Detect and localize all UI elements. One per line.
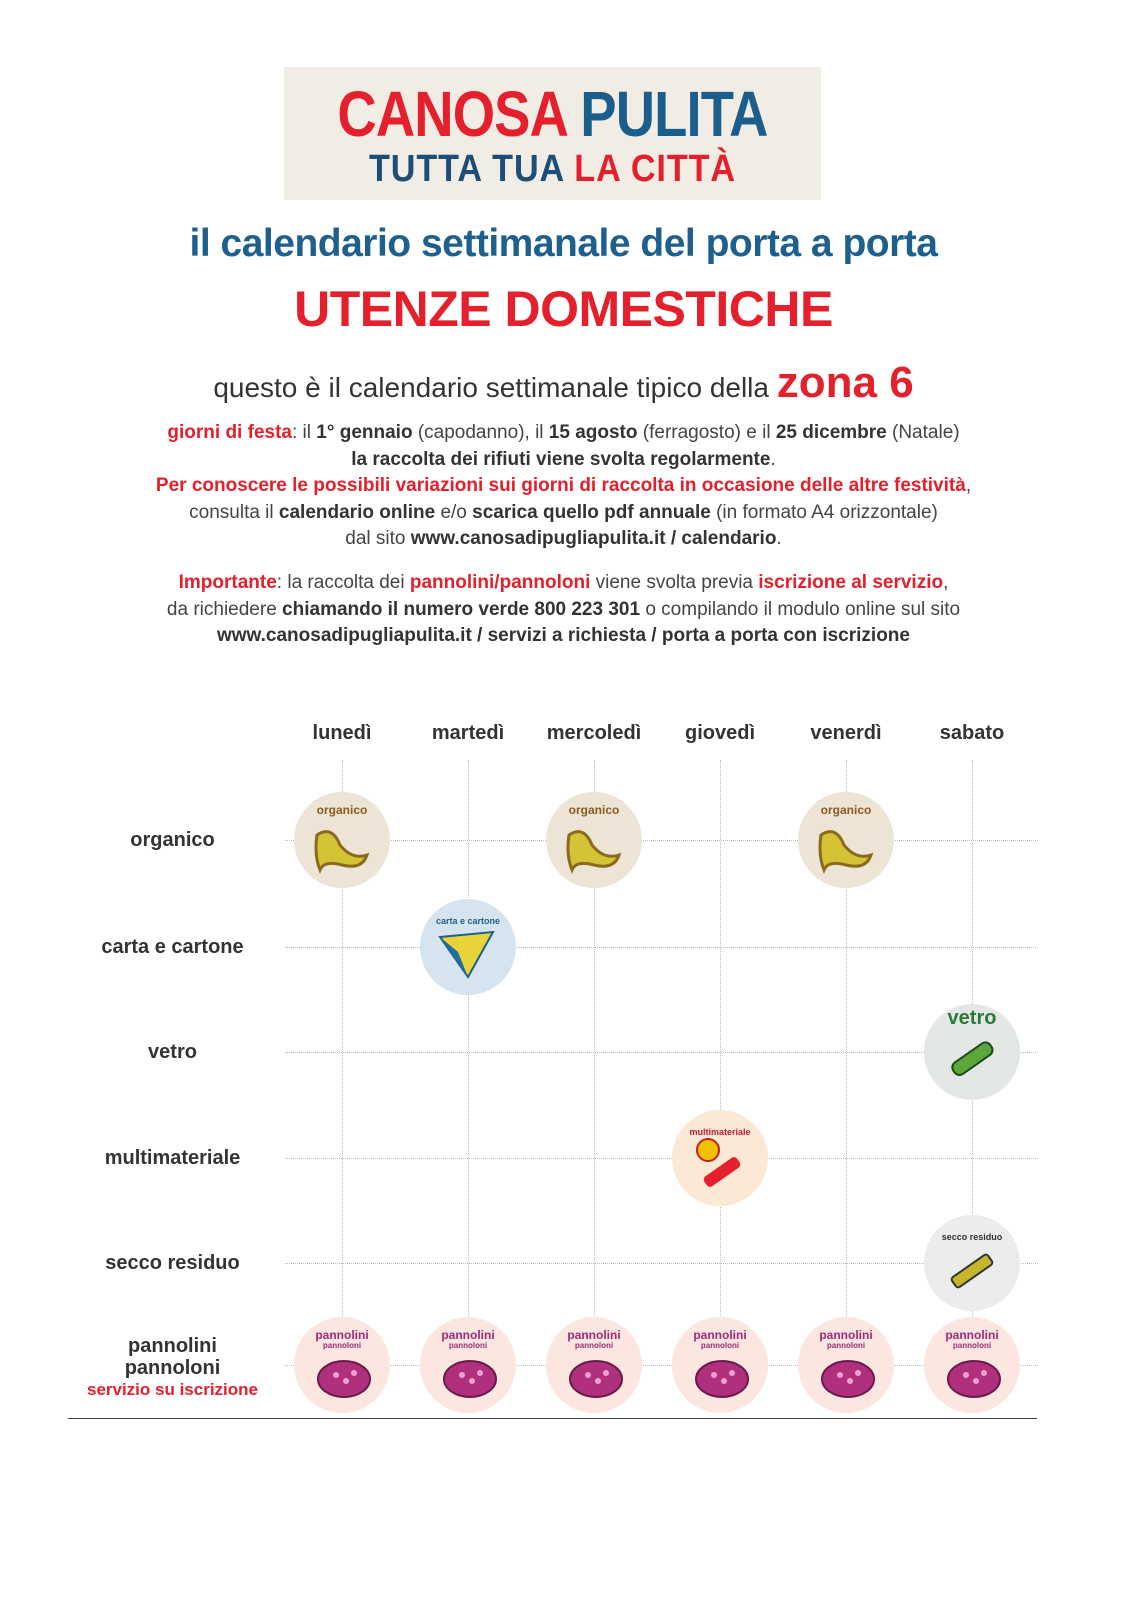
day-header: mercoledì <box>546 722 642 744</box>
pannolini-icon <box>294 1317 390 1413</box>
bottom-divider <box>68 1418 1037 1419</box>
row-note: servizio su iscrizione <box>86 1380 258 1399</box>
text: pannolini/pannoloni <box>409 572 591 593</box>
pannolini-icon <box>420 1317 516 1413</box>
pannolini-icon <box>546 1317 642 1413</box>
organico-icon <box>294 792 390 888</box>
text: (capodanno), il <box>412 422 549 443</box>
logo-canosa: CANOSA <box>337 78 567 150</box>
holiday-info: giorni di festa: il 1° gennaio (capodanno), il 15 agosto (ferragosto) e il 25 dicembre (Natale) la raccolta dei rifiuti viene svolta regolarmente. Per conoscere le possibili variazioni sui giorni di raccolta in occasione delle altre festività, consulta il calendario online e/o scarica quello pdf annuale (in formato A4 orizzontale) dal sito www.canosadipugliapulita.it / calendario. <box>155 422 972 549</box>
logo-tutta-tua: TUTTA TUA <box>368 148 564 190</box>
text: calendario online <box>278 501 436 523</box>
pannolini-icon <box>798 1317 894 1413</box>
organico-icon <box>546 792 642 888</box>
date: 1° gennaio <box>316 422 413 443</box>
icon-label: multimateriale <box>689 1127 751 1137</box>
text: o compilando il modulo online sul sito <box>640 598 961 620</box>
text: Per conoscere le possibili variazioni sui giorni di raccolta in occasione delle altre festività <box>155 475 966 496</box>
page-subtitle: UTENZE DOMESTICHE <box>294 281 833 337</box>
logo <box>284 67 821 200</box>
zone-line <box>0 358 1127 408</box>
icon-label: pannolini <box>567 1328 621 1342</box>
day-header: martedì <box>431 722 505 744</box>
row-label-secco-residuo: secco residuo <box>60 1252 285 1274</box>
icon-sublabel: pannoloni <box>448 1341 488 1350</box>
text: : la raccolta dei <box>276 572 410 593</box>
row-label-carta-e-cartone: carta e cartone <box>60 936 285 958</box>
row-label-vetro: vetro <box>60 1041 285 1063</box>
text: (in formato A4 orizzontale) <box>710 501 938 523</box>
icon-label: organico <box>568 803 620 817</box>
text: consulta il <box>189 501 279 523</box>
zone-prefix: questo è il calendario settimanale tipico della <box>213 372 769 403</box>
text: iscrizione al servizio <box>758 572 944 593</box>
pannolini-icon <box>924 1317 1020 1413</box>
day-header: venerdì <box>810 722 882 744</box>
zone-label: zona 6 <box>776 358 914 407</box>
text: Importante <box>178 572 277 593</box>
icon-label: organico <box>316 803 368 817</box>
icon-label: pannolini <box>441 1328 495 1342</box>
row-label-organico: organico <box>60 829 285 851</box>
icon-sublabel: pannoloni <box>574 1341 614 1350</box>
icon-label: carta e cartone <box>435 916 501 926</box>
grid-row-line <box>230 947 1038 948</box>
page-title: il calendario settimanale del porta a porta <box>189 222 938 265</box>
logo-pulita: PULITA <box>580 78 768 150</box>
row-label: pannolini <box>128 1335 217 1357</box>
secco-residuo-icon <box>924 1215 1020 1311</box>
text: la raccolta dei rifiuti viene svolta regolarmente <box>351 448 771 470</box>
grid-row-line <box>230 1158 1038 1159</box>
grid-column-line <box>720 760 721 1360</box>
day-header: sabato <box>939 722 1005 744</box>
pannolini-icon <box>672 1317 768 1413</box>
organico-icon <box>798 792 894 888</box>
website-link[interactable]: www.canosadipugliapulita.it / calendario <box>410 528 777 549</box>
icon-label: pannolini <box>819 1328 873 1342</box>
row-label2: pannoloni <box>124 1357 221 1379</box>
row-label-pannolini <box>60 1335 285 1401</box>
text: (ferragosto) e il <box>637 422 776 443</box>
icon-sublabel: pannoloni <box>952 1341 992 1350</box>
text: da richiedere <box>166 598 283 620</box>
text: dal sito <box>345 528 411 549</box>
grid-column-line <box>468 760 469 1360</box>
logo-la-citta: LA CITTÀ <box>574 148 737 190</box>
icon-label: pannolini <box>315 1328 369 1342</box>
day-header: giovedì <box>684 722 755 744</box>
icon-sublabel: pannoloni <box>826 1341 866 1350</box>
date: 15 agosto <box>548 422 638 443</box>
text: e/o <box>435 501 473 523</box>
icon-label: organico <box>820 803 872 817</box>
icon-label: secco residuo <box>941 1232 1003 1242</box>
grid-row-line <box>230 1263 1038 1264</box>
services-link[interactable]: www.canosadipugliapulita.it / servizi a richiesta / porta a porta con iscrizione <box>217 625 910 646</box>
text: viene svolta previa <box>590 572 759 593</box>
phone-number: chiamando il numero verde 800 223 301 <box>282 598 641 620</box>
icon-label: vetro <box>947 1007 997 1029</box>
icon-sublabel: pannoloni <box>700 1341 740 1350</box>
text: scarica quello pdf annuale <box>472 501 711 523</box>
day-header: lunedì <box>312 722 372 744</box>
text: : il <box>291 422 317 443</box>
carta-e-cartone-icon <box>420 899 516 995</box>
icon-sublabel: pannoloni <box>322 1341 362 1350</box>
icon-label: pannolini <box>945 1328 999 1342</box>
icon-label: pannolini <box>693 1328 747 1342</box>
festa-label: giorni di festa <box>167 422 292 443</box>
date: 25 dicembre <box>775 422 887 443</box>
text: (Natale) <box>886 422 960 443</box>
important-info: Importante: la raccolta dei pannolini/pannoloni viene svolta previa iscrizione al servizio, da richiedere chiamando il numero verde 800 223 301 o compilando il modulo online sul sito www.canosadipugliapulita.it / servizi a richiesta / porta a porta con iscrizione <box>166 572 961 646</box>
grid-row-line <box>230 1052 1038 1053</box>
row-label-multimateriale: multimateriale <box>60 1147 285 1169</box>
vetro-icon <box>924 1004 1020 1100</box>
multimateriale-icon <box>672 1110 768 1206</box>
